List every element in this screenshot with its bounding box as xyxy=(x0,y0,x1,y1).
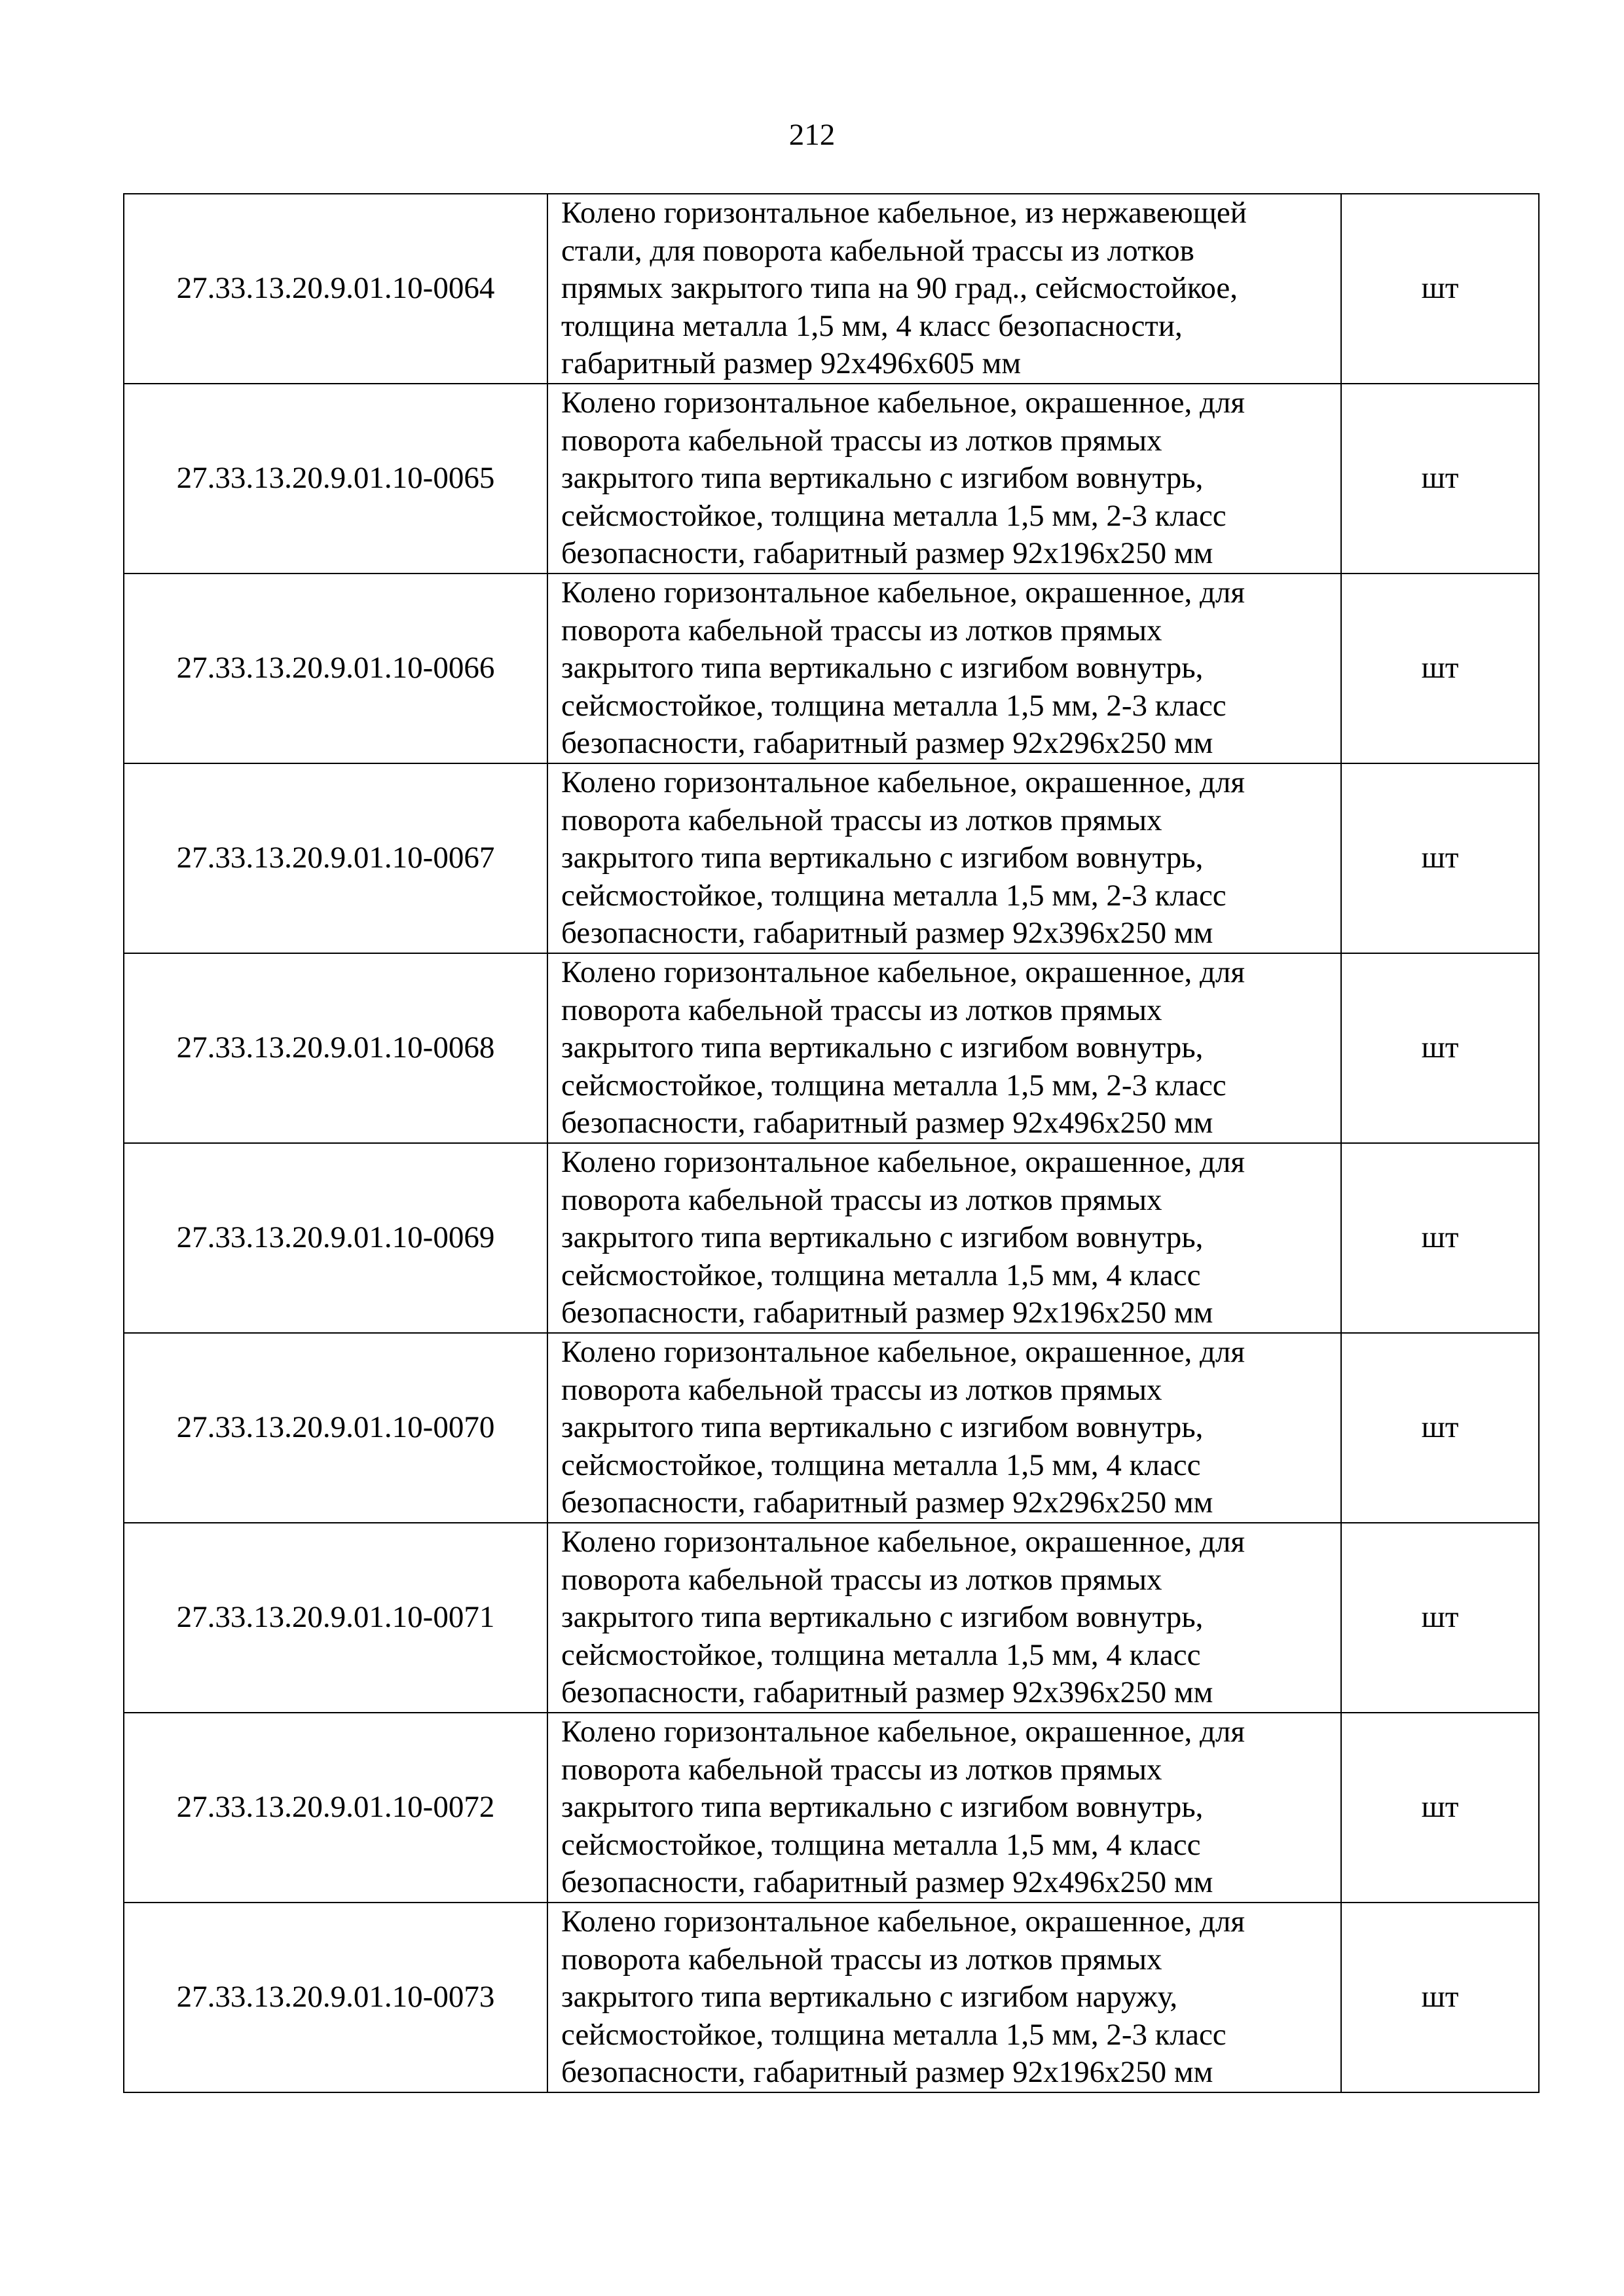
description-line: сейсмостойкое, толщина металла 1,5 мм, 2-3 класс xyxy=(561,1068,1227,1102)
description-line: безопасности, габаритный размер 92х496х250 мм xyxy=(561,1865,1213,1900)
description-line: Колено горизонтальное кабельное, окрашенное, для xyxy=(561,1715,1246,1749)
item-code-cell: 27.33.13.20.9.01.10-0072 xyxy=(124,1713,547,1903)
description-line: поворота кабельной трассы из лотков прямых xyxy=(561,993,1162,1027)
description-line: стали, для поворота кабельной трассы из лотков xyxy=(561,233,1194,268)
table-row xyxy=(124,763,1539,953)
item-unit-cell: шт xyxy=(1341,1333,1539,1523)
items-table-body xyxy=(124,194,1539,2092)
description-line: габаритный размер 92х496х605 мм xyxy=(561,346,1022,381)
item-description-cell xyxy=(547,574,1341,763)
description-line: поворота кабельной трассы из лотков прямых xyxy=(561,803,1162,837)
item-code-cell: 27.33.13.20.9.01.10-0073 xyxy=(124,1903,547,2092)
description-line: толщина металла 1,5 мм, 4 класс безопасности, xyxy=(561,308,1183,343)
description-line: закрытого типа вертикально с изгибом вовнутрь, xyxy=(561,1220,1204,1255)
description-line: закрытого типа вертикально с изгибом вовнутрь, xyxy=(561,1410,1204,1445)
description-line: сейсмостойкое, толщина металла 1,5 мм, 4 класс xyxy=(561,1448,1201,1482)
description-line: Колено горизонтальное кабельное, окрашенное, для xyxy=(561,1525,1246,1559)
description-line: безопасности, габаритный размер 92х296х250 мм xyxy=(561,1485,1213,1520)
item-code-cell: 27.33.13.20.9.01.10-0069 xyxy=(124,1143,547,1333)
description-line: сейсмостойкое, толщина металла 1,5 мм, 4 класс xyxy=(561,1258,1201,1292)
description-line: закрытого типа вертикально с изгибом вовнутрь, xyxy=(561,1030,1204,1065)
description-line: поворота кабельной трассы из лотков прямых xyxy=(561,613,1162,647)
description-line: безопасности, габаритный размер 92х296х250 мм xyxy=(561,726,1213,761)
description-line: Колено горизонтальное кабельное, окрашенное, для xyxy=(561,575,1246,610)
description-line: безопасности, габаритный размер 92х196х250 мм xyxy=(561,1296,1213,1330)
table-row xyxy=(124,1333,1539,1523)
description-line: поворота кабельной трассы из лотков прямых xyxy=(561,1562,1162,1597)
description-line: закрытого типа вертикально с изгибом вовнутрь, xyxy=(561,1790,1204,1825)
description-line: поворота кабельной трассы из лотков прямых xyxy=(561,1182,1162,1217)
item-description-cell xyxy=(547,1143,1341,1333)
item-description-cell xyxy=(547,953,1341,1143)
item-unit-cell: шт xyxy=(1341,763,1539,953)
description-line: прямых закрытого типа на 90 град., сейсмостойкое, xyxy=(561,271,1238,306)
item-unit-cell: шт xyxy=(1341,953,1539,1143)
item-code-cell: 27.33.13.20.9.01.10-0066 xyxy=(124,574,547,763)
table-row xyxy=(124,1523,1539,1713)
item-unit-cell: шт xyxy=(1341,1713,1539,1903)
description-line: безопасности, габаритный размер 92х496х250 мм xyxy=(561,1106,1213,1140)
item-code-cell: 27.33.13.20.9.01.10-0064 xyxy=(124,194,547,384)
table-row xyxy=(124,1143,1539,1333)
description-line: поворота кабельной трассы из лотков прямых xyxy=(561,1942,1162,1977)
table-row xyxy=(124,1903,1539,2092)
table-row xyxy=(124,574,1539,763)
item-code-cell: 27.33.13.20.9.01.10-0068 xyxy=(124,953,547,1143)
item-code-cell: 27.33.13.20.9.01.10-0065 xyxy=(124,384,547,574)
description-line: поворота кабельной трассы из лотков прямых xyxy=(561,1372,1162,1407)
description-line: Колено горизонтальное кабельное, окрашенное, для xyxy=(561,955,1246,990)
description-line: поворота кабельной трассы из лотков прямых xyxy=(561,423,1162,458)
description-line: поворота кабельной трассы из лотков прямых xyxy=(561,1752,1162,1787)
item-unit-cell: шт xyxy=(1341,1143,1539,1333)
item-description-cell xyxy=(547,1903,1341,2092)
table-row xyxy=(124,1713,1539,1903)
item-description-cell xyxy=(547,384,1341,574)
item-unit-cell: шт xyxy=(1341,384,1539,574)
item-code-cell: 27.33.13.20.9.01.10-0071 xyxy=(124,1523,547,1713)
item-description-cell xyxy=(547,1713,1341,1903)
description-line: Колено горизонтальное кабельное, из нержавеющей xyxy=(561,196,1247,230)
description-line: сейсмостойкое, толщина металла 1,5 мм, 4 класс xyxy=(561,1827,1201,1862)
description-line: сейсмостойкое, толщина металла 1,5 мм, 4 класс xyxy=(561,1637,1201,1672)
description-line: безопасности, габаритный размер 92х196х250 мм xyxy=(561,536,1213,571)
description-line: Колено горизонтальное кабельное, окрашенное, для xyxy=(561,1904,1246,1939)
item-code-cell: 27.33.13.20.9.01.10-0070 xyxy=(124,1333,547,1523)
description-line: закрытого типа вертикально с изгибом вовнутрь, xyxy=(561,1600,1204,1635)
description-line: сейсмостойкое, толщина металла 1,5 мм, 2-3 класс xyxy=(561,498,1227,533)
description-line: Колено горизонтальное кабельное, окрашенное, для xyxy=(561,765,1246,800)
description-line: сейсмостойкое, толщина металла 1,5 мм, 2-3 класс xyxy=(561,2017,1227,2052)
item-unit-cell: шт xyxy=(1341,574,1539,763)
page-number: 212 xyxy=(788,118,836,152)
description-line: Колено горизонтальное кабельное, окрашенное, для xyxy=(561,1335,1246,1370)
table-row xyxy=(124,953,1539,1143)
item-description-cell xyxy=(547,1523,1341,1713)
item-unit-cell: шт xyxy=(1341,1523,1539,1713)
description-line: сейсмостойкое, толщина металла 1,5 мм, 2-3 класс xyxy=(561,688,1227,723)
description-line: закрытого типа вертикально с изгибом вовнутрь, xyxy=(561,841,1204,875)
items-table xyxy=(123,193,1540,2093)
item-description-cell xyxy=(547,1333,1341,1523)
item-unit-cell: шт xyxy=(1341,194,1539,384)
description-line: Колено горизонтальное кабельное, окрашенное, для xyxy=(561,1145,1246,1180)
description-line: Колено горизонтальное кабельное, окрашенное, для xyxy=(561,386,1246,420)
description-line: закрытого типа вертикально с изгибом вовнутрь, xyxy=(561,651,1204,685)
item-code-cell: 27.33.13.20.9.01.10-0067 xyxy=(124,763,547,953)
description-line: безопасности, габаритный размер 92х196х250 мм xyxy=(561,2055,1213,2090)
table-row xyxy=(124,194,1539,384)
item-description-cell xyxy=(547,194,1341,384)
item-description-cell xyxy=(547,763,1341,953)
description-line: безопасности, габаритный размер 92х396х250 мм xyxy=(561,916,1213,951)
table-row xyxy=(124,384,1539,574)
description-line: безопасности, габаритный размер 92х396х250 мм xyxy=(561,1675,1213,1710)
description-line: закрытого типа вертикально с изгибом вовнутрь, xyxy=(561,461,1204,496)
description-line: сейсмостойкое, толщина металла 1,5 мм, 2-3 класс xyxy=(561,878,1227,913)
item-unit-cell: шт xyxy=(1341,1903,1539,2092)
description-line: закрытого типа вертикально с изгибом наружу, xyxy=(561,1980,1178,2014)
